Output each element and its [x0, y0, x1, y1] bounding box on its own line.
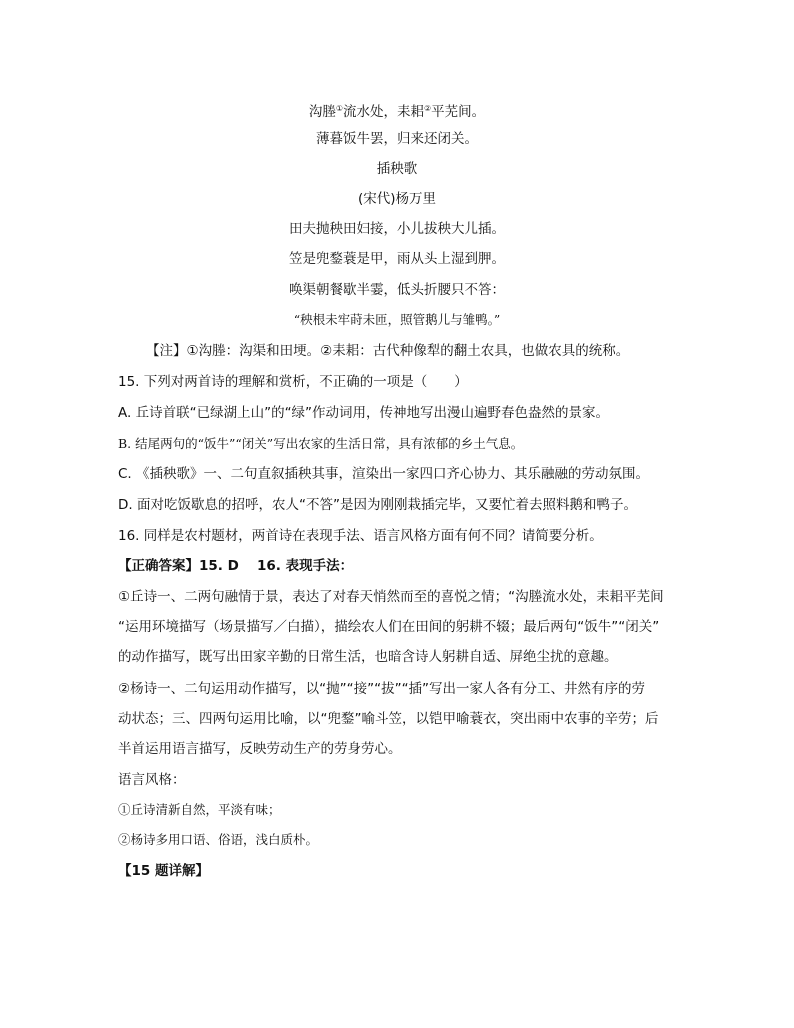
answer-paragraph-line: 动状态；三、四两句运用比喻，以“兜鍪”喻斗笠，以铠甲喻蓑衣，突出雨中农事的辛劳；后 — [118, 711, 659, 727]
answer-header: 【正确答案】15. D 16. 表现手法： — [118, 558, 354, 574]
poem2-author: (宋代)杨万里 — [357, 191, 437, 207]
answer-paragraph-line: 半首运用语言描写，反映劳动生产的劳身劳心。 — [118, 741, 402, 757]
footnote-marker-1: ① — [335, 104, 343, 113]
poem1-line3: 沟塍①流水处，耒耜②平芜间。 — [308, 104, 486, 120]
option-c: C. 《插秧歌》一、二句直叙插秧其事，渲染出一家四口齐心协力、其乐融融的劳动氛围。 — [118, 466, 650, 482]
option-b: B. 结尾两句的“饭牛”“闭关”写出农家的生活日常，具有浓郁的乡土气息。 — [118, 436, 524, 451]
answer-paragraph-line: 的动作描写，既写出田家辛勤的日常生活，也暗含诗人躬耕自适、屏绝尘扰的意趣。 — [118, 649, 618, 665]
footnotes: 【注】①沟塍：沟渠和田埂。②耒耜：古代种像犁的翻土农具，也做农具的统称。 — [146, 343, 630, 359]
question-15-stem: 15. 下列对两首诗的理解和赏析，不正确的一项是（ ） — [118, 374, 468, 390]
answer-paragraph-line: ①丘诗一、二两句融情于景，表达了对春天悄然而至的喜悦之情；“沟塍流水处，耒耜平芜间 — [118, 589, 664, 605]
poem2-line: 田夫抛秧田妇接，小儿拔秧大儿插。 — [289, 221, 505, 237]
answer-paragraph-line: ②杨诗一、二句运用动作描写，以“抛”“接”“拔”“插”写出一家人各有分工、井然有序的劳 — [118, 681, 646, 697]
question-16-stem: 16. 同样是农村题材，两首诗在表现手法、语言风格方面有何不同？请简要分析。 — [118, 528, 603, 544]
option-d: D. 面对吃饭歇息的招呼，农人“不答”是因为刚刚栽插完毕，又要忙着去照料鹅和鸭子。 — [118, 497, 637, 513]
style-item-2: ②杨诗多用口语、俗语，浅白质朴。 — [118, 832, 319, 847]
poem2-title: 插秧歌 — [376, 161, 418, 177]
style-item-1: ①丘诗清新自然，平淡有味； — [118, 802, 281, 817]
detail-header: 【15 题详解】 — [118, 863, 209, 879]
poem1-line4: 薄暮饭牛罢，归来还闭关。 — [316, 131, 478, 147]
poem2-line: 笠是兜鍪蓑是甲，雨从头上湿到胛。 — [289, 251, 505, 267]
answer-paragraph-line: “运用环境描写（场景描写／白描），描绘农人们在田间的躬耕不辍；最后两句“饭牛”“闭关” — [118, 619, 660, 635]
poem2-line: “秧根未牢莳未匝，照管鹅儿与雏鸭。” — [293, 312, 501, 327]
poem2-line: 唤渠朝餐歇半霎，低头折腰只不答： — [289, 282, 505, 298]
style-label: 语言风格： — [118, 772, 186, 788]
footnote-marker-2: ② — [424, 104, 432, 113]
option-a: A. 丘诗首联“已绿湖上山”的“绿”作动词用，传神地写出漫山遍野春色盎然的景家。 — [118, 405, 610, 421]
